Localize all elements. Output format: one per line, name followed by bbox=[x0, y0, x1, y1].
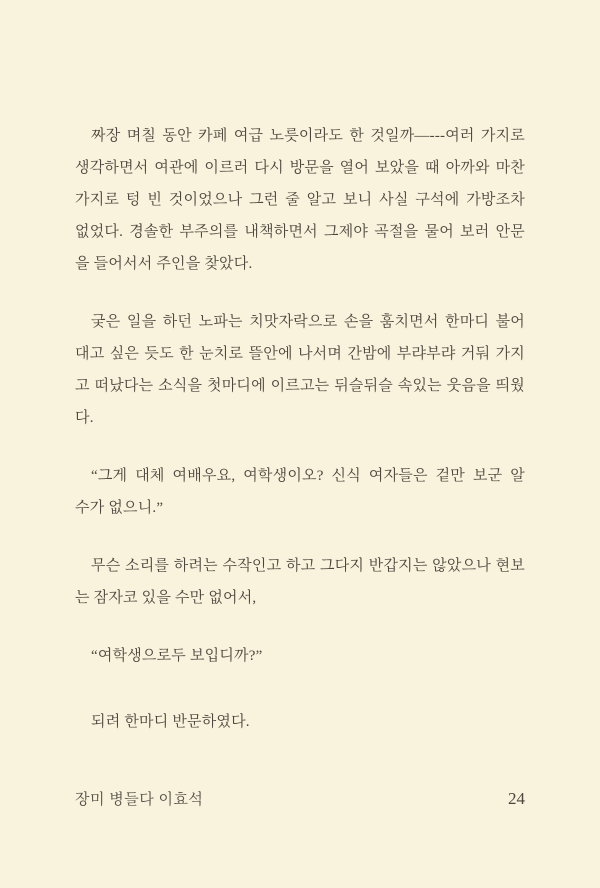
running-footer-title: 장미 병들다 이효석 bbox=[75, 792, 204, 808]
paragraph bbox=[75, 460, 525, 524]
text-line: 가지로 텅 빈 것이었으나 그런 줄 알고 보니 사실 구석에 가방조차 bbox=[75, 192, 525, 208]
text-line: 고 떠났다는 소식을 첫마디에 이르고는 뒤슬뒤슬 속있는 웃음을 띄웠 bbox=[75, 378, 525, 394]
page-text-block bbox=[75, 120, 525, 764]
text-line: 생각하면서 여관에 이르러 다시 방문을 열어 보았을 때 아까와 마찬 bbox=[75, 160, 525, 176]
text-line: “그게 대체 여배우요, 여학생이오? 신식 여자들은 겉만 보군 알 bbox=[91, 468, 525, 484]
text-line: 무슨 소리를 하려는 수작인고 하고 그다지 반갑지는 않았으나 현보 bbox=[91, 558, 525, 574]
paragraph bbox=[75, 550, 525, 614]
paragraph bbox=[75, 306, 525, 434]
text-line: 궂은 일을 하던 노파는 치맛자락으로 손을 훔치면서 한마디 불어 bbox=[91, 314, 525, 330]
text-line: 수가 없으니.” bbox=[75, 500, 164, 516]
text-line: 없었다. 경솔한 부주의를 내책하면서 그제야 곡절을 물어 보러 안문 bbox=[75, 224, 525, 240]
text-line: 짜장 며칠 동안 카페 여급 노릇이라도 한 것일까—---여러 가지로 bbox=[91, 128, 525, 144]
text-line: “여학생으로두 보입디까?” bbox=[91, 648, 263, 664]
text-line: 되려 한마디 반문하였다. bbox=[91, 714, 250, 730]
paragraph bbox=[75, 640, 525, 672]
text-line: 는 잠자코 있을 수만 없어서, bbox=[75, 590, 257, 606]
text-line: 다. bbox=[75, 410, 94, 426]
paragraph bbox=[75, 120, 525, 280]
text-line: 대고 싶은 듯도 한 눈치로 뜰안에 나서며 간밤에 부랴부랴 거둬 가지 bbox=[75, 346, 525, 362]
page-footer bbox=[75, 788, 525, 809]
paragraph bbox=[75, 706, 525, 738]
page-number: 24 bbox=[508, 789, 525, 808]
text-line: 을 들어서서 주인을 찾았다. bbox=[75, 256, 253, 272]
